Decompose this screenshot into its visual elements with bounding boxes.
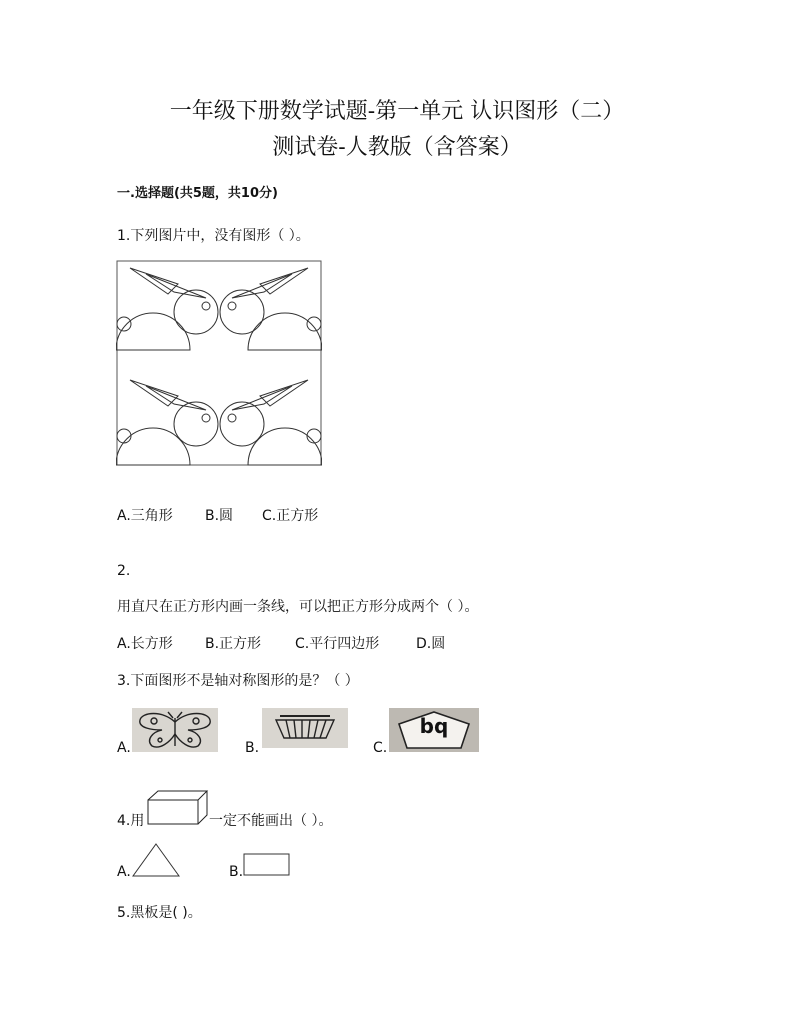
q1-option-c: C.正方形 xyxy=(262,508,319,524)
figure-motif-bottom xyxy=(116,380,322,465)
pentagon-letters: bq xyxy=(419,714,449,738)
question-1-stem: 1.下列图片中，没有图形（ ）。 xyxy=(117,228,310,244)
q3-option-a: A. xyxy=(117,740,131,756)
figure-motif-top xyxy=(116,268,322,350)
question-5-stem: 5.黑板是( )。 xyxy=(117,905,202,921)
q1-option-a: A.三角形 xyxy=(117,508,173,524)
question-3-stem: 3.下面图形不是轴对称图形的是？（ ） xyxy=(117,673,359,689)
basket-image xyxy=(262,708,348,748)
question-1-figure xyxy=(116,260,322,466)
q4-option-b: B. xyxy=(229,864,244,880)
q2-option-d: D.圆 xyxy=(416,636,446,652)
butterfly-image xyxy=(132,708,218,752)
q2-option-c: C.平行四边形 xyxy=(295,636,380,652)
doc-title-line1: 一年级下册数学试题-第一单元 认识图形（二） xyxy=(169,99,625,124)
q2-option-a: A.长方形 xyxy=(117,636,173,652)
q3-option-c: C. xyxy=(373,740,388,756)
question-2-number: 2. xyxy=(117,563,131,579)
question-4-suffix: 一定不能画出（ ）。 xyxy=(209,813,333,829)
doc-title-line2: 测试卷-人教版（含答案） xyxy=(272,135,522,160)
section-header: 一.选择题(共5题，共10分) xyxy=(117,186,278,201)
q4-option-a: A. xyxy=(117,864,131,880)
rectangle-figure xyxy=(243,853,291,877)
q3-option-b: B. xyxy=(245,740,260,756)
cuboid-figure xyxy=(147,790,209,826)
triangle-figure xyxy=(131,842,181,878)
q2-option-b: B.正方形 xyxy=(205,636,262,652)
q1-option-b: B.圆 xyxy=(205,508,234,524)
question-2-stem: 用直尺在正方形内画一条线，可以把正方形分成两个（ ）。 xyxy=(117,599,479,615)
question-4-prefix: 4.用 xyxy=(117,813,145,829)
